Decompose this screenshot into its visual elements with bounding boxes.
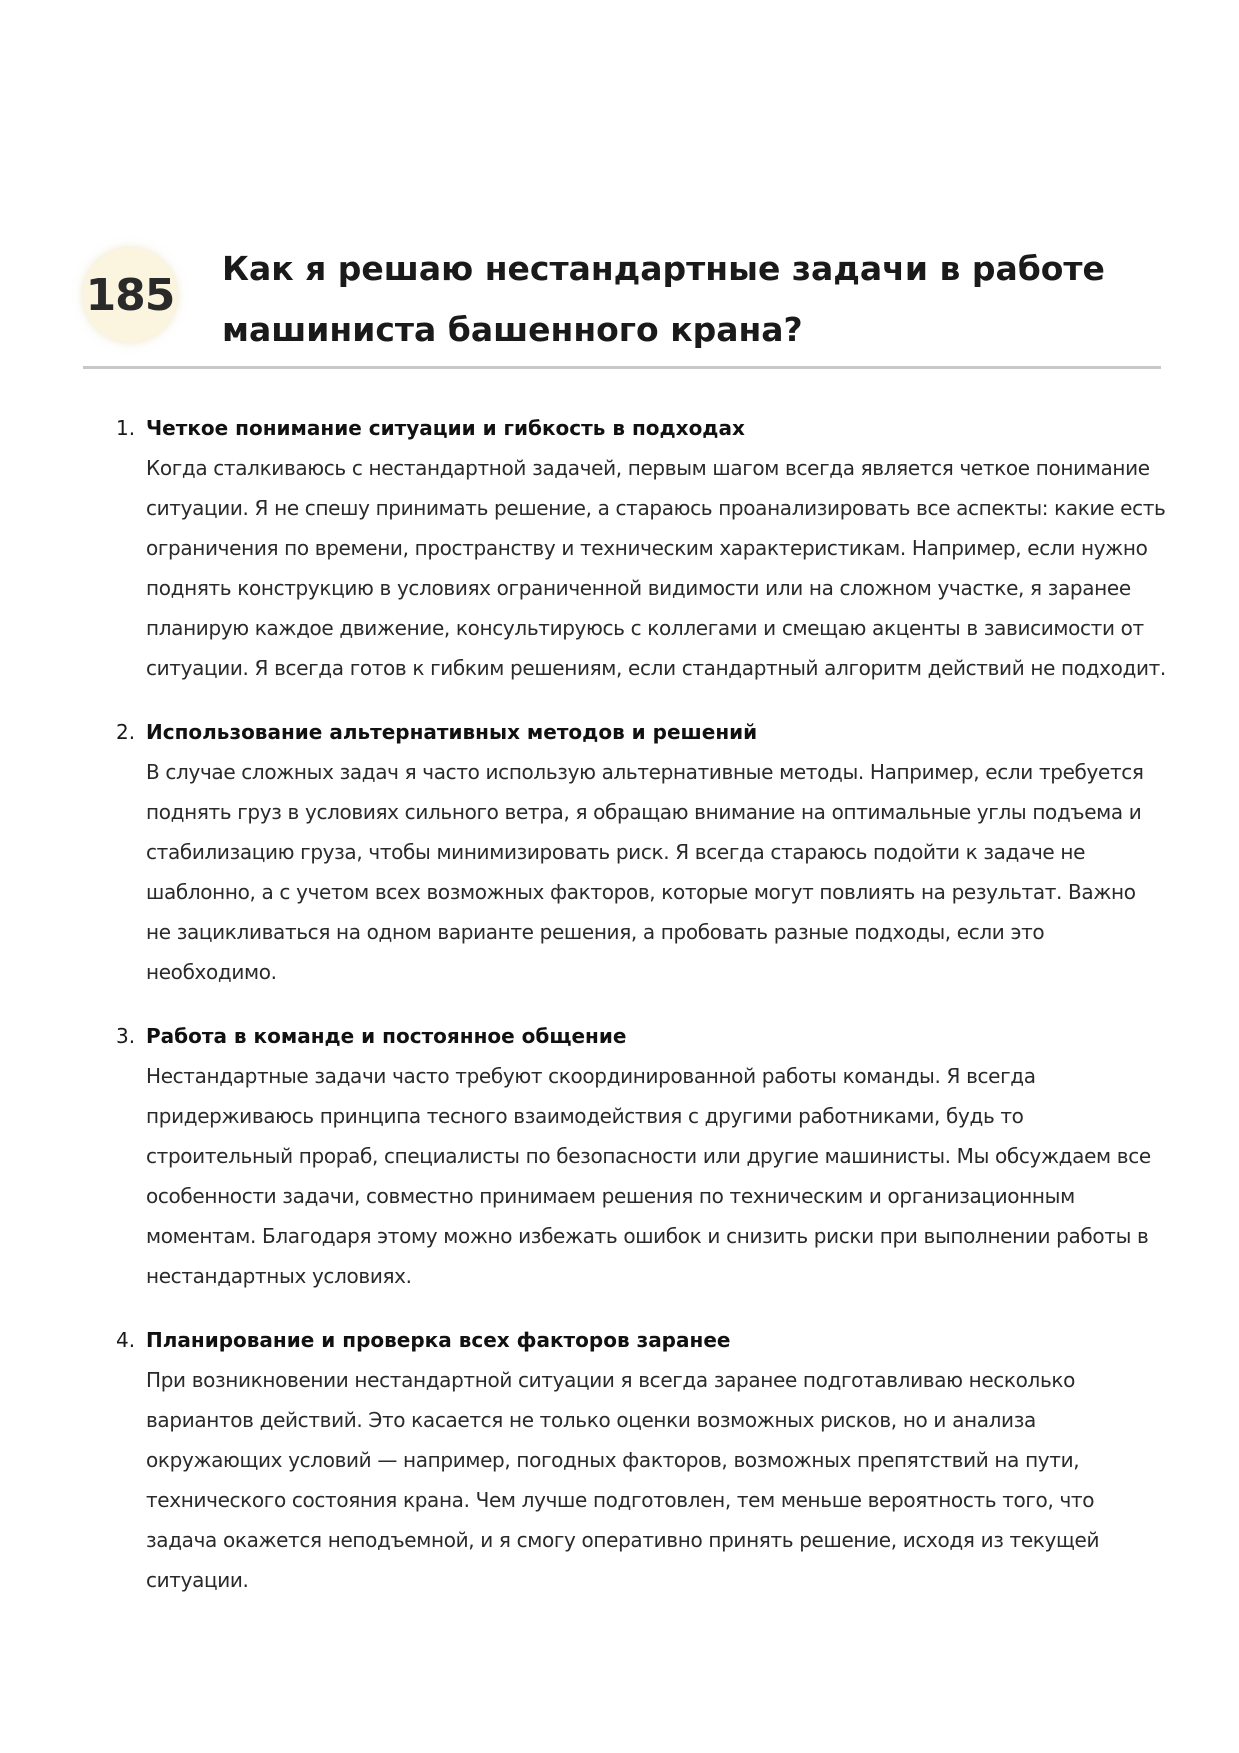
list-item-title: Четкое понимание ситуации и гибкость в подходах: [146, 416, 745, 440]
question-number-badge: 185: [83, 248, 177, 342]
list-item: [116, 1016, 1166, 1296]
list-item-title: Работа в команде и постоянное общение: [146, 1024, 627, 1048]
list-item-number: 2.: [116, 720, 136, 744]
list-item-text: При возникновении нестандартной ситуации я всегда заранее подготавливаю несколько вариантов действий. Это касается не только оценки возможных рисков, но и анализа окружающих условий — например, погодных факторов, возможных препятствий на пути, технического состояния крана. Чем лучше подготовлен, тем меньше вероятность того, что задача окажется неподъемной, и я смогу оперативно принять решение, исходя из текущей ситуации.: [146, 1368, 1100, 1592]
list-item-number: 1.: [116, 416, 136, 440]
list-item: [116, 408, 1166, 688]
question-header: [83, 238, 1161, 369]
list-item-number: 4.: [116, 1328, 136, 1352]
list-item-text: Нестандартные задачи часто требуют скоординированной работы команды. Я всегда придерживаюсь принципа тесного взаимодействия с другими работниками, будь то строительный прораб, специалисты по безопасности или другие машинисты. Мы обсуждаем все особенности задачи, совместно принимаем решения по техническим и организационным моментам. Благодаря этому можно избежать ошибок и снизить риски при выполнении работы в нестандартных условиях.: [146, 1064, 1151, 1288]
list-item: [116, 1320, 1166, 1600]
list-item-title: Использование альтернативных методов и решений: [146, 720, 758, 744]
answer-list: [116, 408, 1166, 1624]
list-item: [116, 712, 1166, 992]
list-item-text: В случае сложных задач я часто использую альтернативные методы. Например, если требуется поднять груз в условиях сильного ветра, я обращаю внимание на оптимальные углы подъема и стабилизацию груза, чтобы минимизировать риск. Я всегда стараюсь подойти к задаче не шаблонно, а с учетом всех возможных факторов, которые могут повлиять на результат. Важно не зацикливаться на одном варианте решения, а пробовать разные подходы, если это необходимо.: [146, 760, 1144, 984]
list-item-text: Когда сталкиваюсь с нестандартной задачей, первым шагом всегда является четкое понимание ситуации. Я не спешу принимать решение, а стараюсь проанализировать все аспекты: какие есть ограничения по времени, пространству и техническим характеристикам. Например, если нужно поднять конструкцию в условиях ограниченной видимости или на сложном участке, я заранее планирую каждое движение, консультируюсь с коллегами и смещаю акценты в зависимости от ситуации. Я всегда готов к гибким решениям, если стандартный алгоритм действий не подходит.: [146, 456, 1166, 680]
list-item-title: Планирование и проверка всех факторов заранее: [146, 1328, 731, 1352]
question-title: Как я решаю нестандартные задачи в работе машиниста башенного крана?: [222, 249, 1105, 349]
list-item-number: 3.: [116, 1024, 136, 1048]
